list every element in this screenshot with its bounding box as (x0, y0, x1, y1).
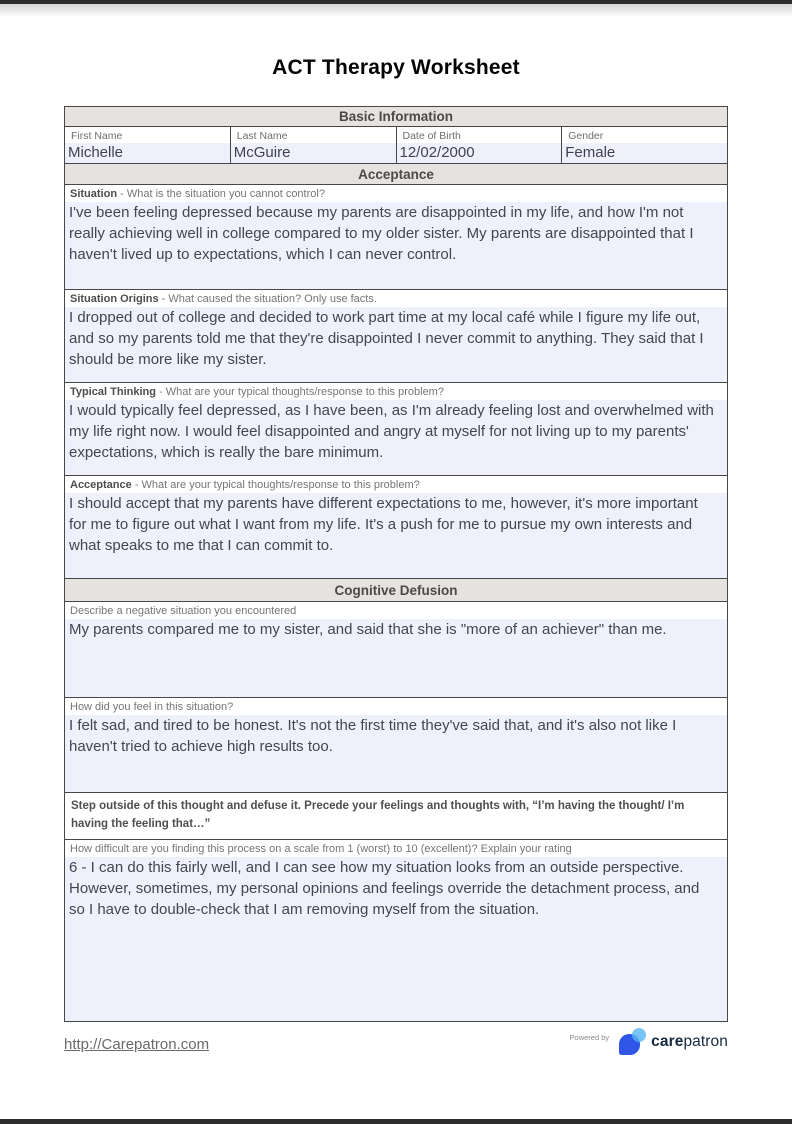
page-bottom-edge (0, 1119, 792, 1124)
situation-question-term: Situation (70, 188, 118, 200)
page-top-shadow (0, 4, 792, 17)
field-negative-situation (65, 602, 727, 698)
logo-bubble-light (632, 1028, 646, 1042)
typical-thinking-question (65, 383, 727, 400)
carepatron-brand (570, 1028, 728, 1055)
first-name-field[interactable]: Michelle (65, 143, 230, 163)
field-acceptance (65, 476, 727, 579)
situation-answer-field[interactable]: I've been feeling depressed because my parents are disappointed in my life, and how I'm not really achieving well in college compared to my older sister. My parents are disappointed that I haven't lived up to expectations, which I can never control. (65, 202, 727, 289)
field-difficulty-rating (65, 840, 727, 1021)
situation-origins-question-term: Situation Origins (70, 293, 159, 305)
powered-by-label: Powered by (569, 1033, 610, 1042)
section-header-basic-information: Basic Information (65, 107, 727, 127)
worksheet-table (64, 106, 728, 1022)
last-name-cell (231, 127, 397, 163)
step-outside-instruction-text: Step outside of this thought and defuse it. Precede your feelings and thoughts with, “I’m having the thought/ I’m having the feeling that…” (65, 793, 727, 838)
page-title: ACT Therapy Worksheet (272, 56, 520, 79)
gender-field[interactable]: Female (562, 143, 727, 163)
date-of-birth-label: Date of Birth (397, 127, 562, 143)
carepatron-logo-icon (619, 1028, 647, 1055)
how-did-you-feel-question: How did you feel in this situation? (65, 698, 727, 715)
wordmark-patron: patron (683, 1032, 728, 1050)
situation-question-rest: - What is the situation you cannot control? (117, 188, 325, 200)
gender-label: Gender (562, 127, 727, 143)
field-situation-origins (65, 290, 727, 383)
difficulty-rating-question: How difficult are you finding this process on a scale from 1 (worst) to 10 (excellent)? Explain your rating (65, 840, 727, 857)
situation-origins-answer-field[interactable]: I dropped out of college and decided to work part time at my local café while I figure my life out, and so my parents told me that they're disappointed I never commit to anything. They said that I should be more like my sister. (65, 307, 727, 382)
acceptance-question-term: Acceptance (70, 479, 132, 491)
acceptance-question (65, 476, 727, 493)
how-did-you-feel-answer-field[interactable]: I felt sad, and tired to be honest. It's not the first time they've said that, and it's also not like I haven't tried to achieve high results too. (65, 715, 727, 792)
section-header-acceptance: Acceptance (65, 164, 727, 185)
gender-cell (562, 127, 727, 163)
negative-situation-answer-field[interactable]: My parents compared me to my sister, and said that she is "more of an achiever" than me. (65, 619, 727, 697)
field-how-did-you-feel (65, 698, 727, 793)
field-step-outside-instruction (65, 793, 727, 840)
date-of-birth-field[interactable]: 12/02/2000 (397, 143, 562, 163)
first-name-label: First Name (65, 127, 230, 143)
date-of-birth-cell (397, 127, 563, 163)
acceptance-answer-field[interactable]: I should accept that my parents have different expectations to me, however, it's more important for me to figure out what I want from my life. It's a push for me to pursue my own interests and what speaks to me that I can commit to. (65, 493, 727, 578)
typical-thinking-answer-field[interactable]: I would typically feel depressed, as I have been, as I'm already feeling lost and overwhelmed with my life right now. I would feel disappointed and angry at myself for not living up to my parents' expectations, which is really the bare minimum. (65, 400, 727, 475)
carepatron-wordmark (651, 1033, 728, 1051)
section-header-cognitive-defusion: Cognitive Defusion (65, 579, 727, 602)
field-situation (65, 185, 727, 290)
difficulty-rating-answer-field[interactable]: 6 - I can do this fairly well, and I can see how my situation looks from an outside perspective. However, sometimes, my personal opinions and feelings override the detachment process, and so I have to double-check that I am removing myself from the situation. (65, 857, 727, 1021)
situation-question (65, 185, 727, 202)
situation-origins-question (65, 290, 727, 307)
wordmark-care: care (651, 1032, 684, 1050)
basic-info-row (65, 127, 727, 164)
last-name-label: Last Name (231, 127, 396, 143)
carepatron-link[interactable]: http://Carepatron.com (64, 1036, 210, 1053)
typical-thinking-question-rest: - What are your typical thoughts/response to this problem? (155, 386, 444, 398)
field-typical-thinking (65, 383, 727, 476)
negative-situation-question: Describe a negative situation you encountered (65, 602, 727, 619)
situation-origins-question-rest: - What caused the situation? Only use facts. (158, 293, 377, 305)
first-name-cell (65, 127, 231, 163)
last-name-field[interactable]: McGuire (231, 143, 396, 163)
typical-thinking-question-term: Typical Thinking (70, 386, 156, 398)
acceptance-question-rest: - What are your typical thoughts/response to this problem? (131, 479, 420, 491)
